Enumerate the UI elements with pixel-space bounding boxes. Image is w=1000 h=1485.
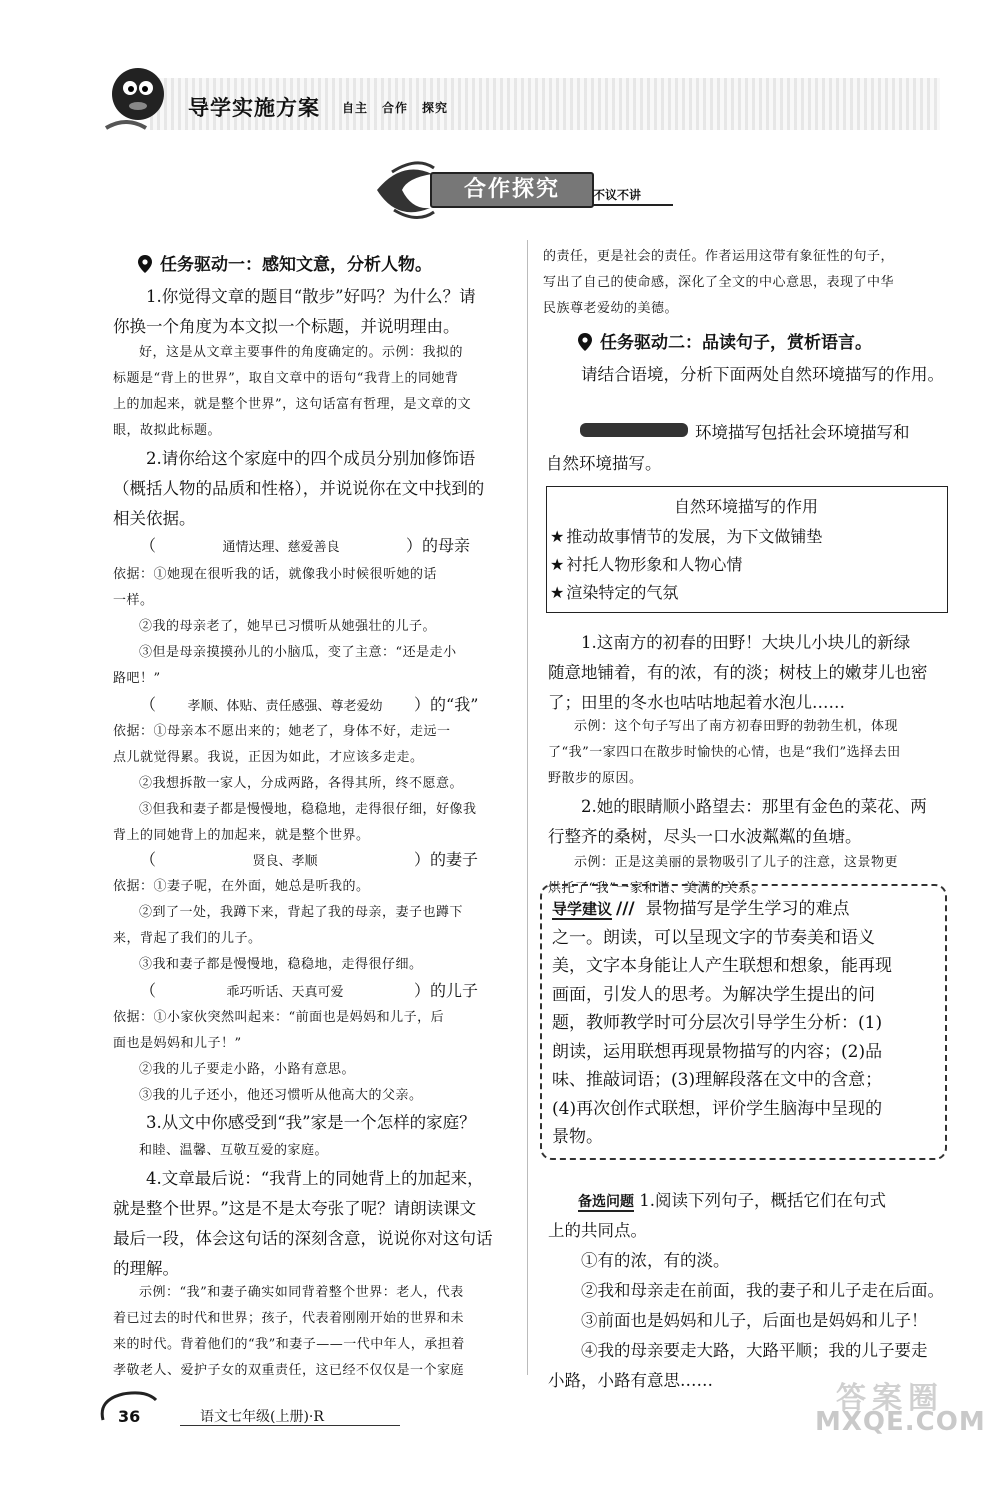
- effects-row: ★ 衬托人物形象和人物心情: [550, 555, 743, 574]
- alternate-questions: 备选问题 1.阅读下列句子，概括它们在句式: [578, 1191, 886, 1210]
- column-divider: [527, 240, 528, 1375]
- book-title: 语文七年级(上册)·R: [200, 1409, 324, 1425]
- footer-rule: [180, 1425, 400, 1426]
- fill-me: （ 孝顺、体贴、责任感强、尊老爱幼 ）的“我”: [140, 695, 479, 714]
- fill-wife: （ 贤良、孝顺 ）的妻子: [140, 850, 479, 869]
- question-3: 3.从文中你感受到“我”家是一个怎样的家庭？: [146, 1113, 476, 1132]
- fill-mother: （ 通情达理、慈爱善良 ）的母亲: [140, 536, 471, 555]
- header-title: 导学实施方案: [188, 96, 320, 120]
- answer-3: 和睦、温馨、互敬互爱的家庭。: [139, 1143, 329, 1158]
- star-icon: ★: [550, 583, 565, 602]
- section-tag-underline: [593, 204, 673, 206]
- basis-me: 依据：①母亲本不愿出来的；她老了，身体不好，走远一 点儿就觉得累。我说，正因为如此，才应该多走走。 ②我想拆散一家人，分成两路，各得其所，终不愿意。 ③但我和妻子都是慢慢地，稳稳地，走得很仔细，好像我 背上的同她背上的加起来，就是整个世界。: [113, 724, 477, 843]
- effects-row: ★ 渲染特定的气氛: [550, 583, 679, 602]
- effects-table-header: 自然环境描写的作用: [673, 497, 818, 516]
- location-pin-icon: [138, 255, 152, 273]
- basis-wife: 依据：①妻子呢，在外面，她总是听我的。 ②到了一处，我蹲下来，背起了我的母亲，妻子也蹲下 来，背起了我们的儿子。 ③我和妻子都是慢慢地，稳稳地，走得很仔细。: [113, 879, 464, 972]
- teaching-suggestion-label: 导学建议: [552, 900, 613, 918]
- watermark-url: MXQE.COM: [815, 1407, 986, 1437]
- question-1: 1.你觉得文章的题目“散步”好吗？为什么？请 你换一个角度为本文拟一个标题，并说明理由。: [113, 287, 476, 336]
- task-one-heading: 任务驱动一：感知文意，分析人物。: [138, 250, 432, 275]
- question-4: 4.文章最后说：“我背上的同她背上的加起来， 就是整个世界。”这是不是太夸张了呢？请朗读课文 最后一段，体会这句话的深刻含意，说说你对这句话 的理解。: [113, 1169, 493, 1278]
- sentence-2-answer: 示例：正是这美丽的景物吸引了儿子的注意，这景物更 烘托了“我”一家和谐、美满的关系。: [548, 855, 899, 896]
- question-2: 2.请你给这个家庭中的四个成员分别加修饰语 （概括人物的品质和性格），并说说你在文中找到的 相关依据。: [113, 449, 485, 528]
- sentence-1-answer: 示例：这个句子写出了南方初春田野的勃勃生机，体现 了“我”一家四口在散步时愉快的心情，也是“我们”选择去田 野散步的原因。: [548, 719, 901, 786]
- section-title: 合作探究: [430, 172, 594, 208]
- star-icon: ★: [550, 555, 565, 574]
- mascot-icon: [96, 58, 174, 136]
- effects-row: ★ 推动故事情节的发展，为下文做铺垫: [550, 527, 823, 546]
- sentence-2: 2.她的眼睛顺小路望去：那里有金色的菜花、两 行整齐的桑树，尽头一口水波粼粼的鱼塘。: [548, 797, 927, 846]
- fill-son: （ 乖巧听话、天真可爱 ）的儿子: [140, 981, 479, 1000]
- star-icon: ★: [550, 527, 565, 546]
- page-number: 36: [118, 1407, 141, 1426]
- answer-4-continued: 的责任，更是社会的责任。作者运用这带有象征性的句子， 写出了自己的使命感，深化了全文的中心意思，表现了中华 民族尊老爱幼的美德。: [543, 249, 895, 316]
- location-pin-icon: [578, 333, 592, 351]
- section-tag: 不议不讲: [593, 188, 642, 202]
- tip-text: 环境描写包括社会环境描写和: [695, 423, 910, 442]
- tip-text-cont: 自然环境描写。: [546, 454, 662, 473]
- answer-4: 示例：“我”和妻子确实如同背着整个世界：老人，代表 着已过去的时代和世界；孩子，代表着刚刚开始的世界和未 来的时代。背着他们的“我”和妻子——一代中年人，承担着 孝敬老人、爱护子女的双重责任，这已经不仅仅是一个家庭: [113, 1285, 465, 1378]
- sentence-1: 1.这南方的初春的田野！大块儿小块儿的新绿 随意地铺着，有的浓，有的淡；树枝上的嫩芽儿也密 了；田里的冬水也咕咕地起着水泡儿……: [548, 633, 928, 712]
- tip-label-badge: [580, 423, 688, 437]
- basis-son: 依据：①小家伙突然叫起来：“前面也是妈妈和儿子，后 面也是妈妈和儿子！” ②我的儿子要走小路，小路有意思。 ③我的儿子还小，他还习惯听从他高大的父亲。: [113, 1010, 445, 1103]
- watermark-logo: 答案圈: [836, 1381, 944, 1416]
- basis-mother: 依据：①她现在很听我的话，就像我小时候很听她的话 一样。 ②我的母亲老了，她早已习惯听从她强壮的儿子。 ③但是母亲摸摸孙儿的小脑瓜，变了主意：“还是走小 路吧！”: [113, 567, 457, 686]
- analysis-instruction: 请结合语境，分析下面两处自然环境描写的作用。: [581, 365, 944, 384]
- alternate-questions-body: 上的共同点。 ①有的浓，有的淡。 ②我和母亲走在前面，我的妻子和儿子走在后面。 ③前面也是妈妈和儿子，后面也是妈妈和儿子！ ④我的母亲要走大路，大路平顺；我的儿子要走 小路，小路有意思……: [548, 1221, 944, 1390]
- task-two-heading: 任务驱动二：品读句子，赏析语言。: [578, 328, 872, 353]
- answer-1: 好，这是从文章主要事件的角度确定的。示例：我拟的 标题是“背上的世界”，取自文章中的语句“我背上的同她背 上的加起来，就是整个世界”，这句话富有哲理，是文章的文 眼，故拟此标题。: [113, 345, 472, 438]
- alternate-questions-label: 备选问题: [578, 1194, 634, 1210]
- header-subtitle: 自主 合作 探究: [342, 101, 449, 115]
- teaching-suggestion: 导学建议 /// 景物描写是学生学习的难点 之一。朗读，可以呈现文字的节奏美和语义 美，文字本身能让人产生联想和想象，能再现 画面，引发人的思考。为解决学生提出的问 题，教师教学时可分层次引导学生分析：(1) 朗读，运用联想再现景物描写的内容；(2)品 味、推敲词语；(3)理解段落在文中的含意； (4)再次创作式联想，评价学生脑海中呈现的 景物。: [552, 899, 892, 1147]
